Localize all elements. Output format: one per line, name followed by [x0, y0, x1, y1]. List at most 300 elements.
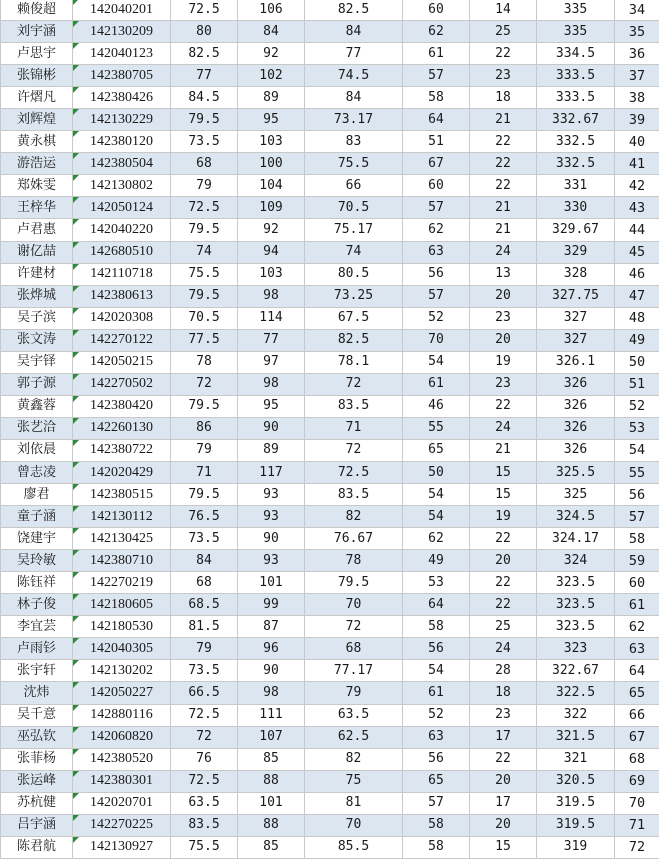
score-4-cell[interactable]: 57 [403, 65, 470, 87]
score-5-cell[interactable]: 20 [470, 814, 537, 836]
total-score-cell[interactable]: 319 [537, 836, 615, 858]
score-2-cell[interactable]: 111 [238, 704, 305, 726]
total-score-cell[interactable]: 325.5 [537, 461, 615, 483]
score-5-cell[interactable]: 25 [470, 21, 537, 43]
student-id-cell[interactable]: 142880116 [73, 704, 171, 726]
score-5-cell[interactable]: 22 [470, 748, 537, 770]
score-3-cell[interactable]: 78.1 [305, 351, 403, 373]
score-4-cell[interactable]: 60 [403, 175, 470, 197]
total-score-cell[interactable]: 321.5 [537, 726, 615, 748]
student-name-cell[interactable]: 苏杭健 [1, 792, 73, 814]
student-id-cell[interactable]: 142040220 [73, 219, 171, 241]
score-1-cell[interactable]: 73.5 [171, 660, 238, 682]
rank-cell[interactable]: 52 [615, 395, 659, 417]
score-3-cell[interactable]: 81 [305, 792, 403, 814]
total-score-cell[interactable]: 327.75 [537, 285, 615, 307]
score-1-cell[interactable]: 73.5 [171, 528, 238, 550]
score-4-cell[interactable]: 61 [403, 682, 470, 704]
score-4-cell[interactable]: 54 [403, 484, 470, 506]
score-4-cell[interactable]: 62 [403, 219, 470, 241]
student-name-cell[interactable]: 黄永棋 [1, 131, 73, 153]
student-name-cell[interactable]: 刘依晨 [1, 439, 73, 461]
student-id-cell[interactable]: 142050227 [73, 682, 171, 704]
student-name-cell[interactable]: 谢亿喆 [1, 241, 73, 263]
student-name-cell[interactable]: 陈钰祥 [1, 572, 73, 594]
score-2-cell[interactable]: 85 [238, 836, 305, 858]
score-3-cell[interactable]: 67.5 [305, 307, 403, 329]
total-score-cell[interactable]: 324.17 [537, 528, 615, 550]
score-3-cell[interactable]: 85.5 [305, 836, 403, 858]
student-name-cell[interactable]: 卢君惠 [1, 219, 73, 241]
score-5-cell[interactable]: 17 [470, 726, 537, 748]
score-2-cell[interactable]: 94 [238, 241, 305, 263]
score-1-cell[interactable]: 84 [171, 550, 238, 572]
score-2-cell[interactable]: 88 [238, 814, 305, 836]
student-id-cell[interactable]: 142180530 [73, 616, 171, 638]
total-score-cell[interactable]: 325 [537, 484, 615, 506]
score-5-cell[interactable]: 24 [470, 241, 537, 263]
student-name-cell[interactable]: 吴宇铎 [1, 351, 73, 373]
score-2-cell[interactable]: 95 [238, 109, 305, 131]
rank-cell[interactable]: 48 [615, 307, 659, 329]
score-3-cell[interactable]: 83 [305, 131, 403, 153]
score-5-cell[interactable]: 18 [470, 682, 537, 704]
student-name-cell[interactable]: 林子俊 [1, 594, 73, 616]
score-2-cell[interactable]: 89 [238, 87, 305, 109]
score-4-cell[interactable]: 51 [403, 131, 470, 153]
score-4-cell[interactable]: 61 [403, 43, 470, 65]
total-score-cell[interactable]: 321 [537, 748, 615, 770]
score-1-cell[interactable]: 86 [171, 417, 238, 439]
score-4-cell[interactable]: 55 [403, 417, 470, 439]
score-5-cell[interactable]: 25 [470, 616, 537, 638]
rank-cell[interactable]: 56 [615, 484, 659, 506]
score-1-cell[interactable]: 79.5 [171, 219, 238, 241]
score-5-cell[interactable]: 24 [470, 417, 537, 439]
total-score-cell[interactable]: 326.1 [537, 351, 615, 373]
score-4-cell[interactable]: 56 [403, 638, 470, 660]
rank-cell[interactable]: 61 [615, 594, 659, 616]
student-id-cell[interactable]: 142680510 [73, 241, 171, 263]
score-1-cell[interactable]: 74 [171, 241, 238, 263]
rank-cell[interactable]: 55 [615, 461, 659, 483]
student-id-cell[interactable]: 142380120 [73, 131, 171, 153]
student-id-cell[interactable]: 142380710 [73, 550, 171, 572]
score-4-cell[interactable]: 46 [403, 395, 470, 417]
student-id-cell[interactable]: 142050124 [73, 197, 171, 219]
student-id-cell[interactable]: 142380426 [73, 87, 171, 109]
score-1-cell[interactable]: 73.5 [171, 131, 238, 153]
score-2-cell[interactable]: 99 [238, 594, 305, 616]
score-3-cell[interactable]: 73.17 [305, 109, 403, 131]
student-name-cell[interactable]: 曾志凌 [1, 461, 73, 483]
student-id-cell[interactable]: 142380613 [73, 285, 171, 307]
student-id-cell[interactable]: 142110718 [73, 263, 171, 285]
rank-cell[interactable]: 49 [615, 329, 659, 351]
score-5-cell[interactable]: 22 [470, 153, 537, 175]
score-2-cell[interactable]: 103 [238, 131, 305, 153]
score-2-cell[interactable]: 92 [238, 43, 305, 65]
rank-cell[interactable]: 53 [615, 417, 659, 439]
score-3-cell[interactable]: 83.5 [305, 395, 403, 417]
total-score-cell[interactable]: 326 [537, 417, 615, 439]
rank-cell[interactable]: 59 [615, 550, 659, 572]
student-id-cell[interactable]: 142020429 [73, 461, 171, 483]
total-score-cell[interactable]: 323 [537, 638, 615, 660]
student-name-cell[interactable]: 郑姝雯 [1, 175, 73, 197]
student-id-cell[interactable]: 142270122 [73, 329, 171, 351]
score-2-cell[interactable]: 93 [238, 484, 305, 506]
score-2-cell[interactable]: 100 [238, 153, 305, 175]
rank-cell[interactable]: 72 [615, 836, 659, 858]
score-3-cell[interactable]: 70.5 [305, 197, 403, 219]
score-1-cell[interactable]: 78 [171, 351, 238, 373]
student-id-cell[interactable]: 142040305 [73, 638, 171, 660]
score-3-cell[interactable]: 75 [305, 770, 403, 792]
student-id-cell[interactable]: 142130802 [73, 175, 171, 197]
total-score-cell[interactable]: 335 [537, 21, 615, 43]
score-4-cell[interactable]: 63 [403, 241, 470, 263]
score-4-cell[interactable]: 58 [403, 836, 470, 858]
total-score-cell[interactable]: 323.5 [537, 594, 615, 616]
score-3-cell[interactable]: 72.5 [305, 461, 403, 483]
score-1-cell[interactable]: 79 [171, 439, 238, 461]
student-id-cell[interactable]: 142040123 [73, 43, 171, 65]
score-5-cell[interactable]: 22 [470, 594, 537, 616]
rank-cell[interactable]: 34 [615, 0, 659, 21]
score-5-cell[interactable]: 15 [470, 484, 537, 506]
student-id-cell[interactable]: 142260130 [73, 417, 171, 439]
rank-cell[interactable]: 63 [615, 638, 659, 660]
score-5-cell[interactable]: 22 [470, 175, 537, 197]
score-3-cell[interactable]: 72 [305, 439, 403, 461]
score-3-cell[interactable]: 74.5 [305, 65, 403, 87]
student-id-cell[interactable]: 142040201 [73, 0, 171, 21]
student-id-cell[interactable]: 142130112 [73, 506, 171, 528]
score-4-cell[interactable]: 63 [403, 726, 470, 748]
score-4-cell[interactable]: 54 [403, 506, 470, 528]
total-score-cell[interactable]: 326 [537, 395, 615, 417]
total-score-cell[interactable]: 335 [537, 0, 615, 21]
score-2-cell[interactable]: 98 [238, 373, 305, 395]
score-1-cell[interactable]: 79.5 [171, 109, 238, 131]
rank-cell[interactable]: 69 [615, 770, 659, 792]
student-name-cell[interactable]: 张文涛 [1, 329, 73, 351]
student-id-cell[interactable]: 142050215 [73, 351, 171, 373]
score-2-cell[interactable]: 109 [238, 197, 305, 219]
score-5-cell[interactable]: 21 [470, 439, 537, 461]
score-3-cell[interactable]: 82 [305, 506, 403, 528]
student-name-cell[interactable]: 陈君航 [1, 836, 73, 858]
student-name-cell[interactable]: 吴玲敏 [1, 550, 73, 572]
rank-cell[interactable]: 70 [615, 792, 659, 814]
score-2-cell[interactable]: 103 [238, 263, 305, 285]
rank-cell[interactable]: 35 [615, 21, 659, 43]
score-5-cell[interactable]: 15 [470, 836, 537, 858]
total-score-cell[interactable]: 332.5 [537, 131, 615, 153]
score-1-cell[interactable]: 79 [171, 175, 238, 197]
student-id-cell[interactable]: 142180605 [73, 594, 171, 616]
score-4-cell[interactable]: 56 [403, 748, 470, 770]
student-id-cell[interactable]: 142380301 [73, 770, 171, 792]
score-3-cell[interactable]: 71 [305, 417, 403, 439]
score-1-cell[interactable]: 79.5 [171, 285, 238, 307]
score-5-cell[interactable]: 23 [470, 307, 537, 329]
total-score-cell[interactable]: 332.5 [537, 153, 615, 175]
score-4-cell[interactable]: 57 [403, 285, 470, 307]
score-3-cell[interactable]: 66 [305, 175, 403, 197]
rank-cell[interactable]: 36 [615, 43, 659, 65]
rank-cell[interactable]: 60 [615, 572, 659, 594]
rank-cell[interactable]: 40 [615, 131, 659, 153]
score-1-cell[interactable]: 63.5 [171, 792, 238, 814]
score-3-cell[interactable]: 82.5 [305, 0, 403, 21]
rank-cell[interactable]: 58 [615, 528, 659, 550]
score-2-cell[interactable]: 77 [238, 329, 305, 351]
score-4-cell[interactable]: 52 [403, 704, 470, 726]
score-3-cell[interactable]: 72 [305, 616, 403, 638]
total-score-cell[interactable]: 332.67 [537, 109, 615, 131]
score-3-cell[interactable]: 76.67 [305, 528, 403, 550]
score-1-cell[interactable]: 72.5 [171, 197, 238, 219]
score-2-cell[interactable]: 97 [238, 351, 305, 373]
score-4-cell[interactable]: 62 [403, 21, 470, 43]
student-id-cell[interactable]: 142380520 [73, 748, 171, 770]
score-3-cell[interactable]: 75.5 [305, 153, 403, 175]
score-4-cell[interactable]: 65 [403, 439, 470, 461]
student-name-cell[interactable]: 张菲杨 [1, 748, 73, 770]
student-name-cell[interactable]: 吴千意 [1, 704, 73, 726]
total-score-cell[interactable]: 331 [537, 175, 615, 197]
total-score-cell[interactable]: 329.67 [537, 219, 615, 241]
score-2-cell[interactable]: 98 [238, 285, 305, 307]
score-5-cell[interactable]: 20 [470, 770, 537, 792]
student-name-cell[interactable]: 游浩运 [1, 153, 73, 175]
score-5-cell[interactable]: 28 [470, 660, 537, 682]
score-4-cell[interactable]: 60 [403, 0, 470, 21]
score-1-cell[interactable]: 72 [171, 373, 238, 395]
student-name-cell[interactable]: 巫弘钦 [1, 726, 73, 748]
score-5-cell[interactable]: 22 [470, 528, 537, 550]
student-name-cell[interactable]: 童子涵 [1, 506, 73, 528]
rank-cell[interactable]: 54 [615, 439, 659, 461]
score-3-cell[interactable]: 83.5 [305, 484, 403, 506]
score-5-cell[interactable]: 23 [470, 373, 537, 395]
total-score-cell[interactable]: 322.5 [537, 682, 615, 704]
score-2-cell[interactable]: 101 [238, 572, 305, 594]
student-id-cell[interactable]: 142130425 [73, 528, 171, 550]
score-4-cell[interactable]: 67 [403, 153, 470, 175]
student-name-cell[interactable]: 饶建宇 [1, 528, 73, 550]
rank-cell[interactable]: 38 [615, 87, 659, 109]
score-3-cell[interactable]: 79.5 [305, 572, 403, 594]
student-id-cell[interactable]: 142130202 [73, 660, 171, 682]
score-5-cell[interactable]: 13 [470, 263, 537, 285]
score-1-cell[interactable]: 68.5 [171, 594, 238, 616]
score-1-cell[interactable]: 82.5 [171, 43, 238, 65]
total-score-cell[interactable]: 334.5 [537, 43, 615, 65]
score-5-cell[interactable]: 20 [470, 329, 537, 351]
student-name-cell[interactable]: 王梓华 [1, 197, 73, 219]
score-4-cell[interactable]: 58 [403, 814, 470, 836]
score-2-cell[interactable]: 93 [238, 506, 305, 528]
rank-cell[interactable]: 42 [615, 175, 659, 197]
score-3-cell[interactable]: 62.5 [305, 726, 403, 748]
student-name-cell[interactable]: 刘辉煌 [1, 109, 73, 131]
student-id-cell[interactable]: 142380420 [73, 395, 171, 417]
score-1-cell[interactable]: 84.5 [171, 87, 238, 109]
score-1-cell[interactable]: 71 [171, 461, 238, 483]
student-name-cell[interactable]: 黄鑫蓉 [1, 395, 73, 417]
rank-cell[interactable]: 45 [615, 241, 659, 263]
score-4-cell[interactable]: 54 [403, 351, 470, 373]
score-1-cell[interactable]: 68 [171, 572, 238, 594]
student-name-cell[interactable]: 许熠凡 [1, 87, 73, 109]
score-2-cell[interactable]: 90 [238, 528, 305, 550]
student-id-cell[interactable]: 142060820 [73, 726, 171, 748]
total-score-cell[interactable]: 327 [537, 329, 615, 351]
student-id-cell[interactable]: 142020701 [73, 792, 171, 814]
score-1-cell[interactable]: 72 [171, 726, 238, 748]
score-4-cell[interactable]: 57 [403, 197, 470, 219]
score-3-cell[interactable]: 77.17 [305, 660, 403, 682]
rank-cell[interactable]: 62 [615, 616, 659, 638]
score-5-cell[interactable]: 24 [470, 638, 537, 660]
score-5-cell[interactable]: 22 [470, 131, 537, 153]
score-4-cell[interactable]: 64 [403, 109, 470, 131]
rank-cell[interactable]: 71 [615, 814, 659, 836]
score-5-cell[interactable]: 23 [470, 704, 537, 726]
score-3-cell[interactable]: 82.5 [305, 329, 403, 351]
student-id-cell[interactable]: 142380504 [73, 153, 171, 175]
rank-cell[interactable]: 44 [615, 219, 659, 241]
score-2-cell[interactable]: 101 [238, 792, 305, 814]
score-5-cell[interactable]: 19 [470, 351, 537, 373]
student-id-cell[interactable]: 142130229 [73, 109, 171, 131]
student-name-cell[interactable]: 卢雨钐 [1, 638, 73, 660]
student-name-cell[interactable]: 卢思宇 [1, 43, 73, 65]
score-2-cell[interactable]: 84 [238, 21, 305, 43]
score-1-cell[interactable]: 80 [171, 21, 238, 43]
rank-cell[interactable]: 37 [615, 65, 659, 87]
rank-cell[interactable]: 67 [615, 726, 659, 748]
rank-cell[interactable]: 64 [615, 660, 659, 682]
student-name-cell[interactable]: 刘宇涵 [1, 21, 73, 43]
score-4-cell[interactable]: 65 [403, 770, 470, 792]
student-name-cell[interactable]: 张烨城 [1, 285, 73, 307]
score-5-cell[interactable]: 20 [470, 285, 537, 307]
total-score-cell[interactable]: 324.5 [537, 506, 615, 528]
score-3-cell[interactable]: 74 [305, 241, 403, 263]
score-1-cell[interactable]: 66.5 [171, 682, 238, 704]
score-1-cell[interactable]: 81.5 [171, 616, 238, 638]
student-name-cell[interactable]: 张锦彬 [1, 65, 73, 87]
student-id-cell[interactable]: 142130209 [73, 21, 171, 43]
score-5-cell[interactable]: 19 [470, 506, 537, 528]
total-score-cell[interactable]: 322.67 [537, 660, 615, 682]
score-2-cell[interactable]: 117 [238, 461, 305, 483]
rank-cell[interactable]: 50 [615, 351, 659, 373]
student-name-cell[interactable]: 吴子滨 [1, 307, 73, 329]
score-4-cell[interactable]: 56 [403, 263, 470, 285]
score-2-cell[interactable]: 90 [238, 660, 305, 682]
score-4-cell[interactable]: 70 [403, 329, 470, 351]
score-1-cell[interactable]: 76 [171, 748, 238, 770]
score-1-cell[interactable]: 79.5 [171, 484, 238, 506]
student-id-cell[interactable]: 142270225 [73, 814, 171, 836]
total-score-cell[interactable]: 326 [537, 439, 615, 461]
rank-cell[interactable]: 57 [615, 506, 659, 528]
score-3-cell[interactable]: 80.5 [305, 263, 403, 285]
student-name-cell[interactable]: 廖君 [1, 484, 73, 506]
score-5-cell[interactable]: 22 [470, 43, 537, 65]
student-id-cell[interactable]: 142270219 [73, 572, 171, 594]
score-5-cell[interactable]: 23 [470, 65, 537, 87]
student-name-cell[interactable]: 张运峰 [1, 770, 73, 792]
student-name-cell[interactable]: 吕宇涵 [1, 814, 73, 836]
score-4-cell[interactable]: 53 [403, 572, 470, 594]
student-name-cell[interactable]: 郭子源 [1, 373, 73, 395]
score-1-cell[interactable]: 72.5 [171, 704, 238, 726]
total-score-cell[interactable]: 323.5 [537, 616, 615, 638]
total-score-cell[interactable]: 320.5 [537, 770, 615, 792]
score-1-cell[interactable]: 77 [171, 65, 238, 87]
score-2-cell[interactable]: 106 [238, 0, 305, 21]
score-5-cell[interactable]: 18 [470, 87, 537, 109]
rank-cell[interactable]: 39 [615, 109, 659, 131]
rank-cell[interactable]: 65 [615, 682, 659, 704]
total-score-cell[interactable]: 322 [537, 704, 615, 726]
rank-cell[interactable]: 46 [615, 263, 659, 285]
total-score-cell[interactable]: 333.5 [537, 87, 615, 109]
score-5-cell[interactable]: 22 [470, 572, 537, 594]
score-1-cell[interactable]: 83.5 [171, 814, 238, 836]
student-id-cell[interactable]: 142130927 [73, 836, 171, 858]
score-2-cell[interactable]: 87 [238, 616, 305, 638]
score-3-cell[interactable]: 70 [305, 814, 403, 836]
score-2-cell[interactable]: 104 [238, 175, 305, 197]
score-1-cell[interactable]: 75.5 [171, 263, 238, 285]
score-5-cell[interactable]: 15 [470, 461, 537, 483]
score-4-cell[interactable]: 49 [403, 550, 470, 572]
student-id-cell[interactable]: 142380722 [73, 439, 171, 461]
score-3-cell[interactable]: 72 [305, 373, 403, 395]
score-3-cell[interactable]: 70 [305, 594, 403, 616]
score-1-cell[interactable]: 68 [171, 153, 238, 175]
rank-cell[interactable]: 41 [615, 153, 659, 175]
score-2-cell[interactable]: 114 [238, 307, 305, 329]
score-3-cell[interactable]: 75.17 [305, 219, 403, 241]
score-1-cell[interactable]: 72.5 [171, 770, 238, 792]
score-5-cell[interactable]: 21 [470, 197, 537, 219]
rank-cell[interactable]: 66 [615, 704, 659, 726]
score-3-cell[interactable]: 84 [305, 87, 403, 109]
score-2-cell[interactable]: 107 [238, 726, 305, 748]
total-score-cell[interactable]: 323.5 [537, 572, 615, 594]
score-2-cell[interactable]: 95 [238, 395, 305, 417]
student-name-cell[interactable]: 张艺洽 [1, 417, 73, 439]
rank-cell[interactable]: 43 [615, 197, 659, 219]
rank-cell[interactable]: 68 [615, 748, 659, 770]
score-3-cell[interactable]: 79 [305, 682, 403, 704]
score-5-cell[interactable]: 21 [470, 109, 537, 131]
score-2-cell[interactable]: 92 [238, 219, 305, 241]
score-1-cell[interactable]: 72.5 [171, 0, 238, 21]
total-score-cell[interactable]: 327 [537, 307, 615, 329]
score-5-cell[interactable]: 14 [470, 0, 537, 21]
total-score-cell[interactable]: 328 [537, 263, 615, 285]
score-1-cell[interactable]: 77.5 [171, 329, 238, 351]
